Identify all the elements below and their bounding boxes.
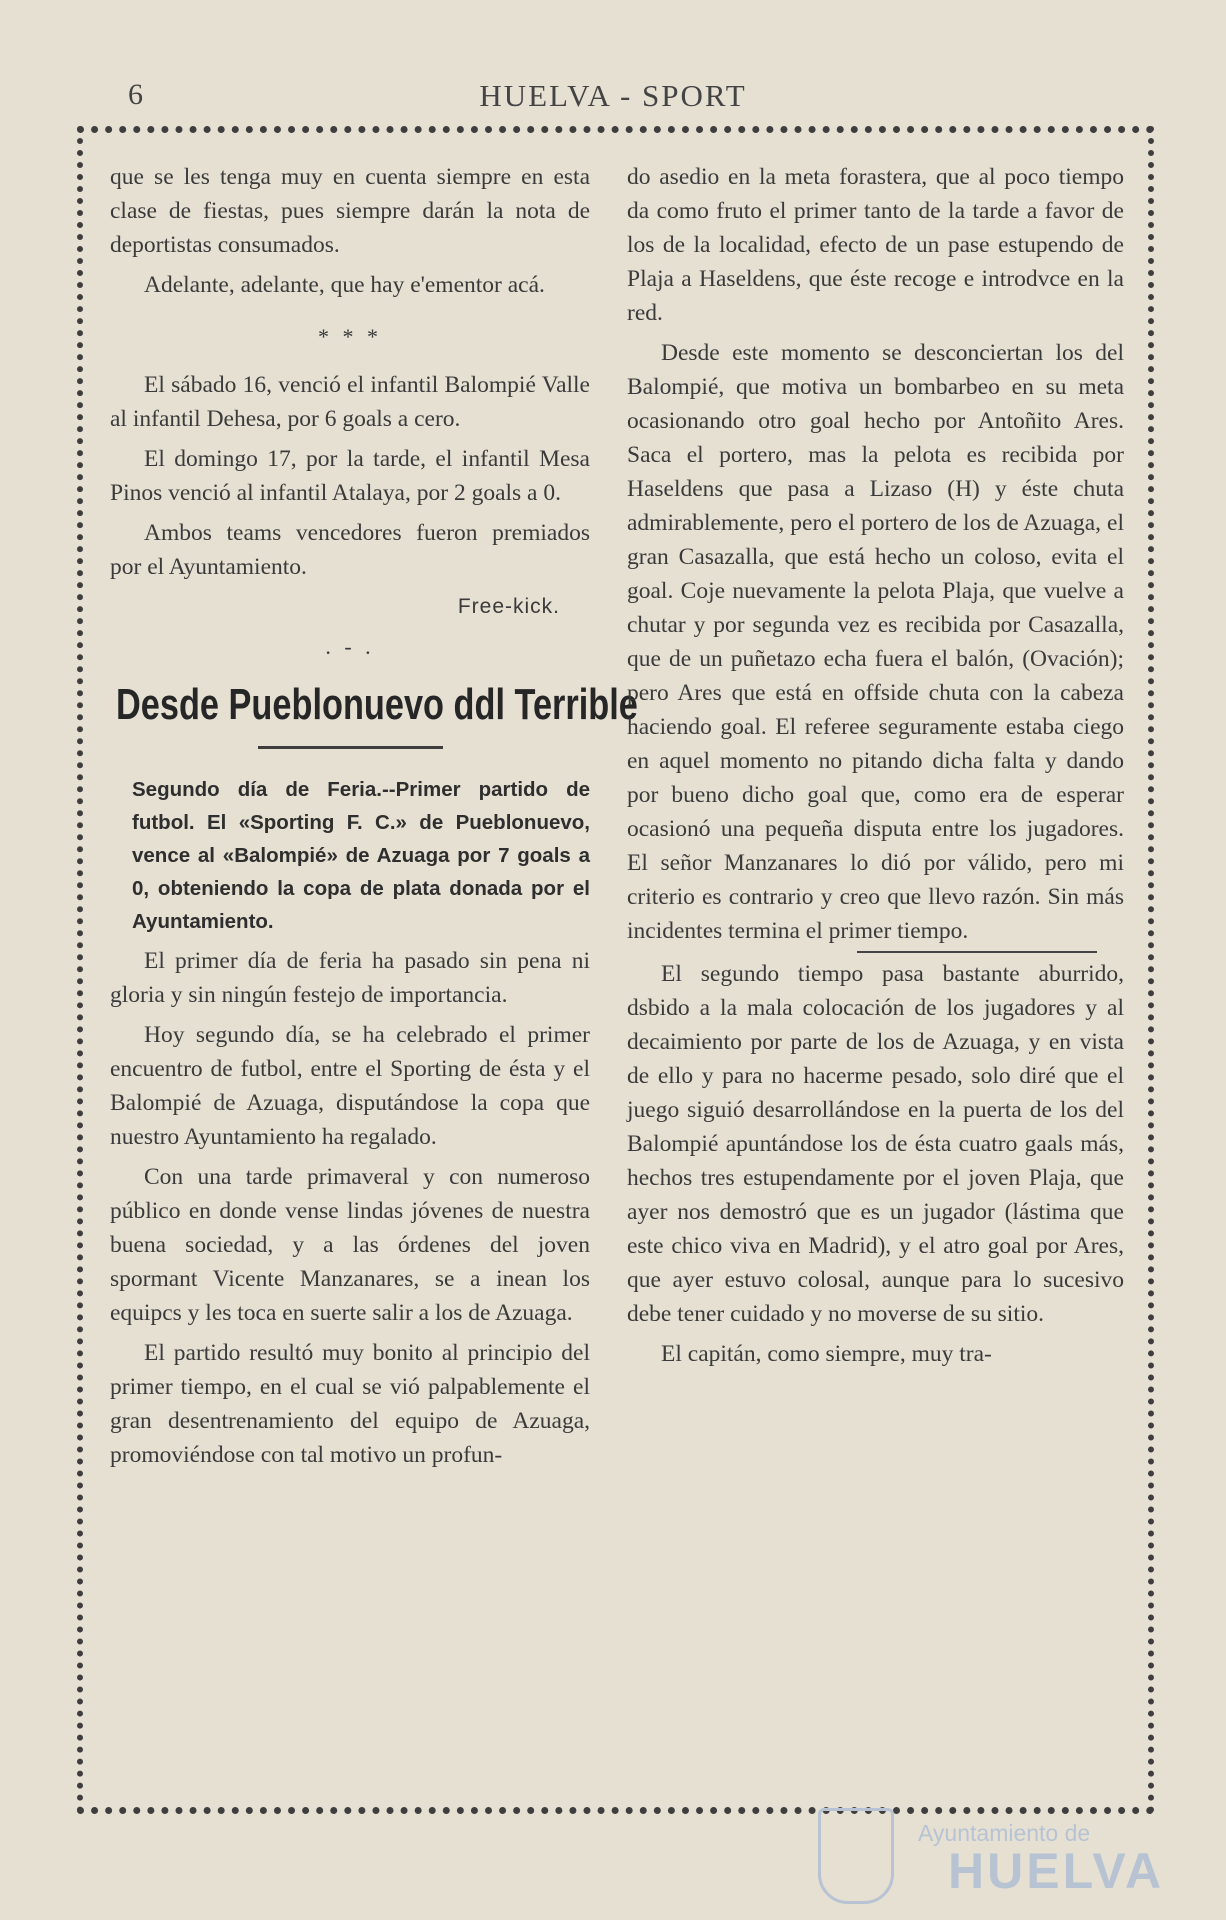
paragraph: Adelante, adelante, que hay e'ementor acá.: [144, 272, 545, 298]
archive-watermark: [818, 1808, 1165, 1908]
paragraph: que se les tenga muy en cuenta siempre en esta clase de fiestas, pues siempre darán la nota de deportistas consumados.: [110, 164, 590, 258]
paragraph: Ambos teams vencedores fueron premiados por el Ayuntamiento.: [110, 520, 590, 580]
paragraph: El capitán, como siempre, muy tra-: [661, 1341, 992, 1367]
paragraph: El segundo tiempo pasa bastante aburrido, dsbido a la mala colocación de los jugadores y al decaimiento por parte de los de Azuaga, y en vista de ello y para no hacerme pesado, solo diré que el juego siguió desarrollándose en la puerta de los del Balompié apuntándose los de ésta cuatro gaals más, hechos tres estupendamente por el joven Plaja, que ayer nos demostró que es un jugador (lástima que este chico viva en Madrid), y el atro goal por Ares, que ayer estuvo colosal, aunque para lo sucesivo debe tener cuidado y no moverse de su sitio.: [627, 961, 1124, 1327]
coat-of-arms-icon: [818, 1808, 894, 1904]
page-header: [0, 78, 1226, 118]
section-title: Desde Pueblonuevo ddl Terrible: [116, 680, 638, 729]
author-signature: Free-kick.: [457, 595, 560, 618]
paragraph: El primer día de feria ha pasado sin pena ni gloria y sin ningún festejo de importancia.: [110, 948, 590, 1008]
article-lead: Segundo día de Feria.--Primer partido de futbol. El «Sporting F. C.» de Pueblonuevo, vence al «Balompié» de Azuaga por 7 goals a 0, obteniendo la copa de plata donada por el Ayuntamiento.: [132, 778, 590, 933]
journal-title: HUELVA - SPORT: [479, 78, 747, 113]
horizontal-rule: [857, 951, 1097, 953]
paragraph: Hoy segundo día, se ha celebrado el primer encuentro de futbol, entre el Sporting de ésta y el Balompié de Azuaga, disputándose la copa que nuestro Ayuntamiento ha regalado.: [110, 1022, 590, 1150]
page-number: 6: [128, 78, 143, 111]
title-underline: [258, 746, 443, 749]
right-column: [627, 160, 1124, 1377]
dot-separator: . - .: [325, 634, 375, 659]
left-column: [110, 160, 638, 1478]
asterism-separator: * * *: [318, 324, 382, 349]
watermark-small-text: Ayuntamiento de: [918, 1820, 1091, 1846]
paragraph: Con una tarde primaveral y con numeroso público en donde vense lindas jóvenes de nuestra buena sociedad, y a las órdenes del joven spormant Vicente Manzanares, se a inean los equipcs y les toca en suerte salir a los de Azuaga.: [110, 1164, 590, 1326]
paragraph: El sábado 16, venció el infantil Balompié Valle al infantil Dehesa, por 6 goals a cero.: [110, 372, 590, 432]
paragraph: Desde este momento se desconciertan los del Balompié, que motiva un bombarbeo en su meta ocasionando otro goal hecho por Antoñito Ares. Saca el portero, mas la pelota es recibida por Haseldens que pasa a Lizaso (H) y éste chuta admirablemente, pero el portero de los de Azuaga, el gran Casazalla, que está hecho un coloso, evita el goal. Coje nuevamente la pelota Plaja, que vuelve a chutar y por segunda vez es recibida por Casazalla, que de un puñetazo echa fuera el balón, (Ovación); pero Ares que está en offside chuta con la cabeza haciendo goal. El referee seguramente estaba ciego en aquel momento no pitando dicha falta y dando por bueno dicho goal que, como era de esperar ocasionó una pequeña disputa entre los jugadores. El señor Manzanares lo dió por válido, pero mi criterio es contrario y creo que llevo razón. Sin más incidentes termina el primer tiempo.: [627, 340, 1124, 944]
paragraph: El partido resultó muy bonito al principio del primer tiempo, en el cual se vió palpablemente el gran desentrenamiento del equipo de Azuaga, promoviéndose con tal motivo un profun-: [110, 1340, 590, 1468]
paragraph: El domingo 17, por la tarde, el infantil Mesa Pinos venció al infantil Atalaya, por 2 goals a 0.: [110, 446, 590, 506]
paragraph: do asedio en la meta forastera, que al poco tiempo da como fruto el primer tanto de la tarde a favor de los de la localidad, efecto de un pase estupendo de Plaja a Haseldens, que éste recoge e introdvce en la red.: [627, 164, 1124, 326]
watermark-big-text: HUELVA: [948, 1843, 1165, 1899]
